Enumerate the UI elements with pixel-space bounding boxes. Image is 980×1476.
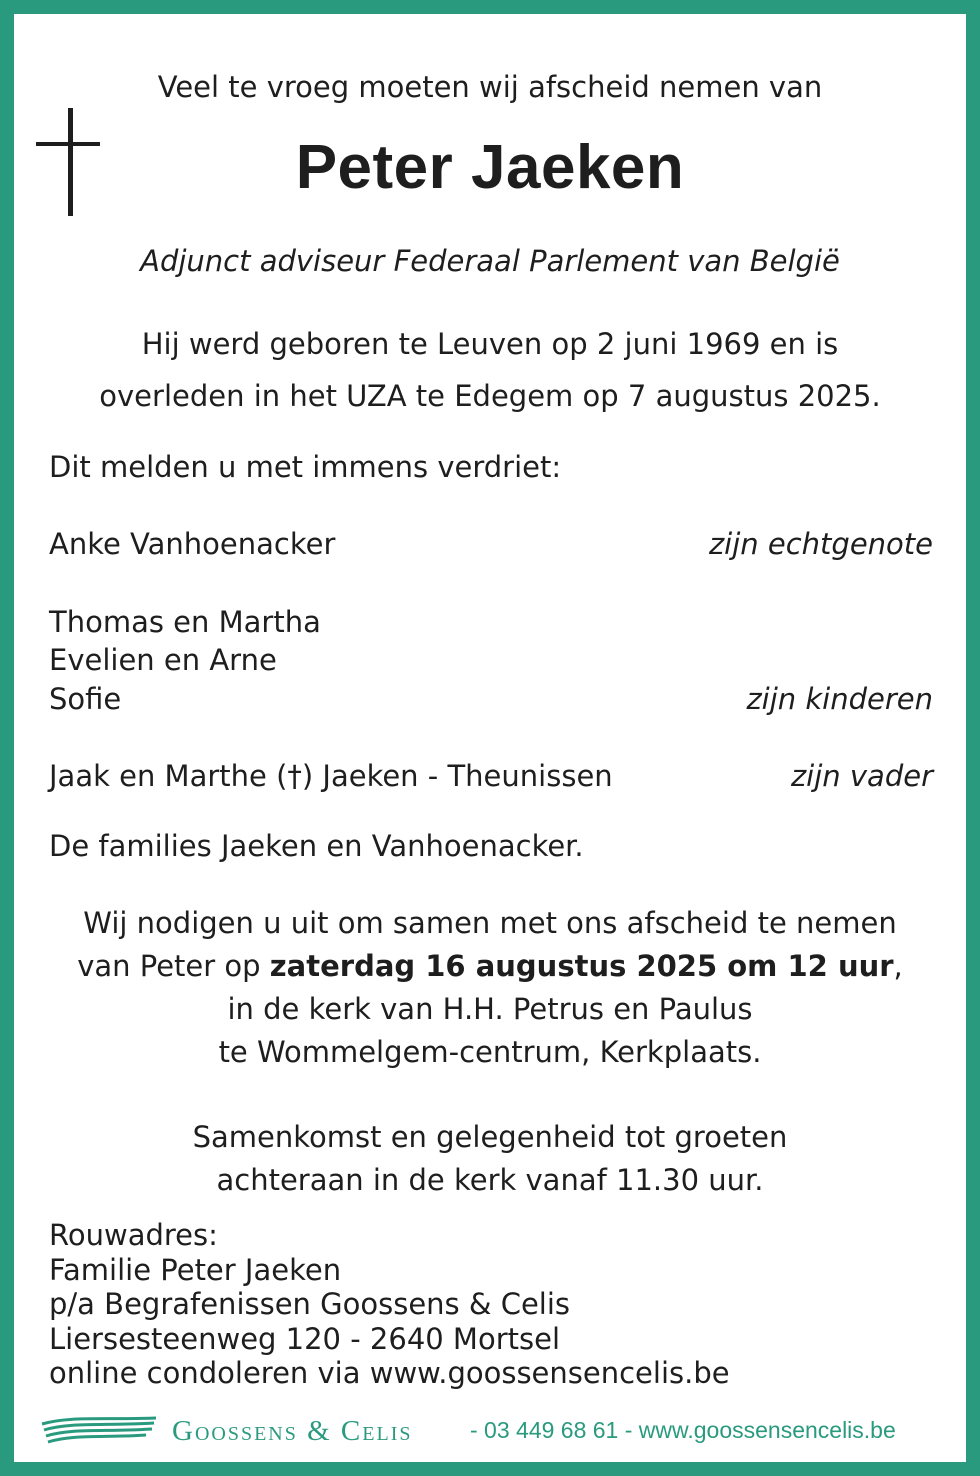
brand-contact: - 03 449 68 61 - www.goossensencelis.be: [470, 1417, 896, 1443]
child-1: Thomas en Martha: [49, 605, 321, 639]
ceremony-line-2-post: ,: [893, 949, 903, 983]
address-line-3: Liersesteenweg 120 - 2640 Mortsel: [49, 1321, 560, 1356]
ceremony-line-1: Wij nodigen u uit om samen met ons afscheid te nemen: [83, 906, 897, 940]
spouse-name: Anke Vanhoenacker: [49, 527, 336, 561]
brand-name: Goossens & Celis: [172, 1415, 413, 1447]
obituary-card: [14, 14, 966, 1462]
gathering-line-2: achteraan in de kerk vanaf 11.30 uur.: [216, 1163, 764, 1197]
families-line: De families Jaeken en Vanhoenacker.: [49, 829, 584, 863]
birth-line-1: Hij werd geboren te Leuven op 2 juni 1969 en is: [141, 327, 839, 361]
wave-logo-icon: [40, 1414, 158, 1448]
address-line-1: Familie Peter Jaeken: [49, 1252, 342, 1287]
gathering-line-1: Samenkomst en gelegenheid tot groeten: [192, 1120, 788, 1154]
father-name: Jaak en Marthe (†) Jaeken - Theunissen: [49, 759, 613, 793]
announcement: Dit melden u met immens verdriet:: [49, 450, 562, 484]
child-2: Evelien en Arne: [49, 643, 277, 677]
address-label: Rouwadres:: [49, 1218, 218, 1252]
address-line-4: online condoleren via www.goossensencelis.be: [49, 1356, 730, 1390]
ceremony-line-2: [14, 949, 966, 983]
ceremony-line-3: in de kerk van H.H. Petrus en Paulus: [227, 992, 753, 1026]
birth-line-2: overleden in het UZA te Edegem op 7 augustus 2025.: [99, 379, 881, 413]
ceremony-date: zaterdag 16 augustus 2025 om 12 uur: [269, 949, 894, 983]
address-line-2: p/a Begrafenissen Goossens & Celis: [49, 1287, 571, 1321]
deceased-title: Adjunct adviseur Federaal Parlement van België: [140, 244, 840, 278]
mourning-address: [49, 1218, 730, 1391]
father-role: zijn vader: [790, 759, 933, 793]
deceased-name: Peter Jaeken: [295, 133, 685, 202]
ceremony-line-4: te Wommelgem-centrum, Kerkplaats.: [218, 1035, 762, 1069]
ceremony-line-2-pre: van Peter op: [77, 949, 270, 983]
intro-text: Veel te vroeg moeten wij afscheid nemen van: [157, 70, 823, 104]
children-role: zijn kinderen: [746, 682, 933, 716]
child-3: Sofie: [49, 682, 122, 716]
spouse-role: zijn echtgenote: [708, 527, 933, 561]
